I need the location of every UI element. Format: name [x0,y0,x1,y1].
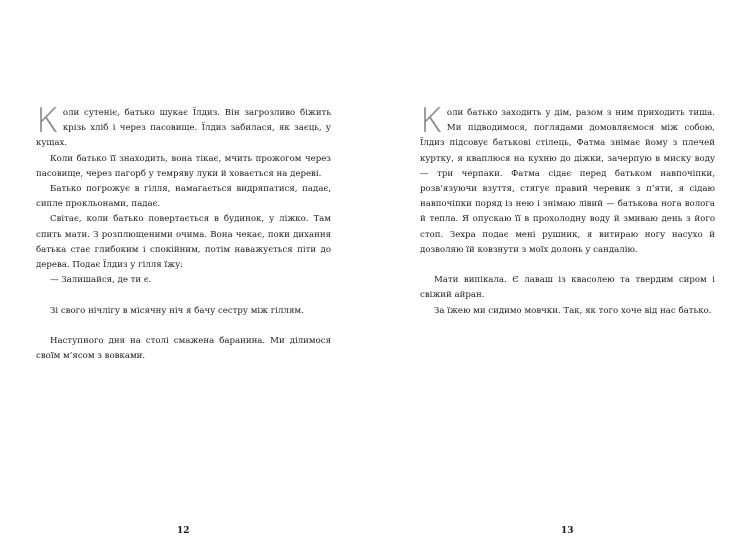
paragraph-text: оли сутеніє, батько шукає Їлдиз. Він загрозливо біжить крізь хліб і через пасовище. Їлдиз забилася, як заєць, у кущах. [36,108,331,149]
right-page [374,0,748,559]
drop-cap: К [36,101,59,141]
paragraph [36,101,331,152]
page-number: 12 [177,526,190,536]
paragraph [420,101,715,258]
paragraph: За їжею ми сидимо мовчки. Так, як того хоче від нас батько. [434,305,712,316]
paragraph: Наступного дня на столі смажена баранина. Ми ділимося своїм м’ясом з вовками. [36,336,331,362]
section-gap [36,288,331,303]
right-page-text [420,101,715,319]
paragraph: Коли батько її знаходить, вона тікає, мчить прожогом через пасовище, через пагорб у темряву луки й ховається на дереві. [36,153,331,179]
drop-cap: К [420,101,443,141]
section-gap [36,319,331,334]
paragraph: Батько погрожує в гілля, намагається видряпатися, падає, сипле прокльонами, падає. [36,184,331,210]
paragraph: Зі свого нічлігу в місячну ніч я бачу сестру між гіллям. [50,305,304,316]
section-gap [420,258,715,273]
paragraph: Світає, коли батько повертається в будинок, у ліжко. Там спить мати. З розплющеними очима. Вона чекає, поки дихання батька стає глибоким і спокійним, потім наважується піти до дерева. Подає Їлдиз у гілля їжу: [36,214,331,271]
paragraph: — Залишайся, де ти є. [50,275,152,286]
page-number: 13 [561,526,574,536]
paragraph: Мати випікала. Є лаваш із квасолею та твердим сиром і свіжий айран. [420,275,715,301]
left-page-text [36,101,331,364]
paragraph-text: оли батько заходить у дім, разом з ним приходить тиша. Ми підводимося, поглядами домовляємося між собою, Їлдиз підсовує батькові стілець, Фатма знімає йому з плечей куртку, я кваплюся на кухню до діжки, зачерпую в миску воду — три черпаки. Фатма сідає перед батьком навпочіпки, розв’язуючи взуття, стягує правий черевик з п’яти, я сідаю навпочіпки поряд із нею і знімаю лівий — батькова нога волога й тепла. Я опускаю її в прохолодну воду й змиваю день з його стоп. Зехра подає мені рушник, я витираю ногу насухо й дозволяю їй ковзнути з моїх долонь у сандалію. [420,108,715,255]
